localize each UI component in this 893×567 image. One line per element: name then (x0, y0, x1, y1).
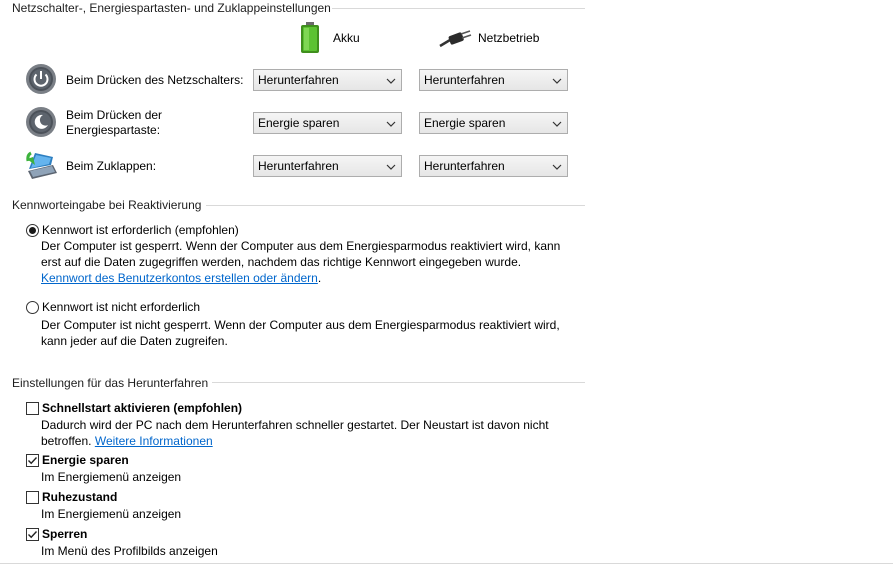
lid-close-battery-select[interactable] (253, 155, 402, 177)
sleep-label[interactable]: Energie sparen (42, 453, 129, 467)
power-plug-icon (438, 28, 472, 48)
section-title-password: Kennworteingabe bei Reaktivierung (12, 198, 202, 212)
lock-checkbox[interactable] (26, 528, 39, 541)
sleep-checkbox[interactable] (26, 454, 39, 467)
select-value: Herunterfahren (424, 159, 505, 173)
hibernate-description: Im Energiemenü anzeigen (41, 507, 182, 521)
checkmark-icon (27, 529, 38, 540)
section-title-power-buttons: Netzschalter-, Energiespartasten- und Zuklappeinstellungen (12, 1, 331, 15)
chevron-down-icon (386, 75, 396, 85)
fast-startup-description (41, 417, 561, 449)
hibernate-label[interactable]: Ruhezustand (42, 490, 118, 504)
select-value: Herunterfahren (424, 73, 505, 87)
laptop-lid-icon (25, 149, 59, 179)
select-value: Herunterfahren (258, 159, 339, 173)
fast-startup-checkbox[interactable] (26, 402, 39, 415)
chevron-down-icon (552, 75, 562, 85)
hibernate-checkbox[interactable] (26, 491, 39, 504)
change-password-link[interactable]: Kennwort des Benutzerkontos erstellen oder ändern (41, 271, 318, 285)
lid-close-plugged-select[interactable] (419, 155, 568, 177)
chevron-down-icon (552, 161, 562, 171)
radio-selected-dot (29, 227, 36, 234)
select-value: Energie sparen (424, 116, 506, 130)
fast-startup-label[interactable]: Schnellstart aktivieren (empfohlen) (42, 401, 243, 415)
select-value: Energie sparen (258, 116, 340, 130)
power-button-icon (25, 63, 57, 95)
sleep-button-plugged-select[interactable] (419, 112, 568, 134)
lock-description: Im Menü des Profilbilds anzeigen (41, 544, 218, 558)
chevron-down-icon (552, 118, 562, 128)
select-value: Herunterfahren (258, 73, 339, 87)
section-divider (206, 205, 585, 206)
power-button-battery-select[interactable] (253, 69, 402, 91)
password-required-label[interactable]: Kennwort ist erforderlich (empfohlen) (42, 223, 239, 237)
sleep-button-icon (25, 106, 57, 138)
password-required-description (41, 238, 581, 286)
row-label-sleep-button: Beim Drücken der Energiespartaste: (66, 108, 163, 137)
checkmark-icon (27, 455, 38, 466)
chevron-down-icon (386, 118, 396, 128)
password-not-required-radio[interactable] (26, 301, 39, 314)
section-divider (212, 382, 585, 383)
password-required-radio[interactable] (26, 224, 39, 237)
plugged-column-header: Netzbetrieb (478, 31, 540, 45)
row-label-lid-close: Beim Zuklappen: (66, 159, 157, 173)
link-suffix: . (317, 271, 322, 285)
sleep-button-battery-select[interactable] (253, 112, 402, 134)
footer-divider (0, 563, 893, 564)
section-divider (332, 8, 585, 9)
power-button-plugged-select[interactable] (419, 69, 568, 91)
chevron-down-icon (386, 161, 396, 171)
password-not-required-description: Der Computer ist nicht gesperrt. Wenn der Computer aus dem Energiesparmodus reaktiviert wird, kann jeder auf die Daten zugreifen. (41, 318, 560, 348)
password-not-required-label[interactable]: Kennwort ist nicht erforderlich (42, 300, 201, 314)
section-title-shutdown: Einstellungen für das Herunterfahren (12, 376, 209, 390)
battery-icon (300, 22, 320, 54)
row-label-power-button: Beim Drücken des Netzschalters: (66, 73, 244, 87)
sleep-description: Im Energiemenü anzeigen (41, 470, 182, 484)
description-text: Der Computer ist gesperrt. Wenn der Computer aus dem Energiesparmodus reaktiviert wird, kann erst auf die Daten zugegriffen werden, nachdem das richtige Kennwort eingegeben wurde. (41, 239, 561, 269)
more-info-link[interactable]: Weitere Informationen (94, 434, 213, 448)
description-text: Dadurch wird der PC nach dem Herunterfahren schneller gestartet. Der Neustart ist davon nicht betroffen. (41, 418, 549, 448)
lock-label[interactable]: Sperren (42, 527, 88, 541)
battery-column-header: Akku (333, 31, 360, 45)
